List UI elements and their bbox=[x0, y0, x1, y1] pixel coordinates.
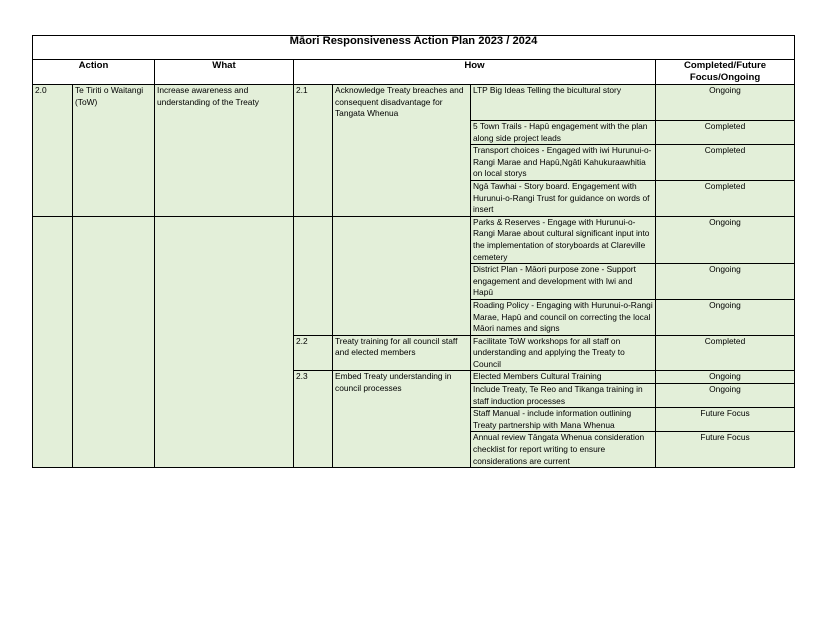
status-cell: Future Focus bbox=[656, 432, 795, 468]
empty-cell bbox=[155, 216, 294, 467]
sub-description: Embed Treaty understanding in council processes bbox=[333, 371, 471, 468]
table-title: Māori Responsiveness Action Plan 2023 / 2024 bbox=[33, 36, 795, 60]
how-cell: Staff Manual - include information outlining Treaty partnership with Mana Whenua bbox=[471, 408, 656, 432]
how-cell: Elected Members Cultural Training bbox=[471, 371, 656, 384]
status-cell: Future Focus bbox=[656, 408, 795, 432]
header-what: What bbox=[155, 60, 294, 85]
status-cell: Ongoing bbox=[656, 371, 795, 384]
status-cell: Ongoing bbox=[656, 384, 795, 408]
empty-cell bbox=[33, 216, 73, 467]
how-cell: Parks & Reserves - Engage with Hurunui-o-Rangi Marae about cultural significant input into the implementation of storyboards at Clareville cemetery bbox=[471, 216, 656, 263]
action-title: Te Tiriti o Waitangi (ToW) bbox=[73, 85, 155, 217]
how-cell: Transport choices - Engaged with iwi Hurunui-o-Rangi Marae and Hapū,Ngāti Kahukuraawhitia on local storys bbox=[471, 145, 656, 181]
sub-description: Treaty training for all council staff and elected members bbox=[333, 335, 471, 371]
status-cell: Ongoing bbox=[656, 216, 795, 263]
status-cell: Completed bbox=[656, 335, 795, 371]
how-cell: Ngā Tawhai - Story board. Engagement with Hurunui-o-Rangi Trust for guidance on words of insert bbox=[471, 180, 656, 216]
header-action: Action bbox=[33, 60, 155, 85]
status-cell: Ongoing bbox=[656, 85, 795, 121]
action-plan-table bbox=[32, 35, 795, 468]
status-cell: Completed bbox=[656, 121, 795, 145]
action-number: 2.0 bbox=[33, 85, 73, 217]
table-row bbox=[33, 216, 795, 263]
empty-cell bbox=[73, 216, 155, 467]
table-row bbox=[33, 85, 795, 121]
status-cell: Completed bbox=[656, 145, 795, 181]
how-cell: Annual review Tāngata Whenua consideration checklist for report writing to ensure considerations are current bbox=[471, 432, 656, 468]
header-status: Completed/Future Focus/Ongoing bbox=[656, 60, 795, 85]
sub-description: Acknowledge Treaty breaches and consequent disadvantage for Tangata Whenua bbox=[333, 85, 471, 217]
what-cell: Increase awareness and understanding of the Treaty bbox=[155, 85, 294, 217]
sub-number: 2.3 bbox=[294, 371, 333, 468]
empty-cell bbox=[294, 216, 333, 335]
how-cell: Roading Policy - Engaging with Hurunui-o-Rangi Marae, Hapū and council on correcting the local Māori names and signs bbox=[471, 299, 656, 335]
header-how: How bbox=[294, 60, 656, 85]
how-cell: District Plan - Māori purpose zone - Support engagement and development with Iwi and Hapū bbox=[471, 264, 656, 300]
status-cell: Completed bbox=[656, 180, 795, 216]
how-cell: 5 Town Trails - Hapū engagement with the plan along side project leads bbox=[471, 121, 656, 145]
how-cell: Include Treaty, Te Reo and Tikanga training in staff induction processes bbox=[471, 384, 656, 408]
sub-number: 2.1 bbox=[294, 85, 333, 217]
status-cell: Ongoing bbox=[656, 299, 795, 335]
status-cell: Ongoing bbox=[656, 264, 795, 300]
empty-cell bbox=[333, 216, 471, 335]
sub-number: 2.2 bbox=[294, 335, 333, 371]
how-cell: LTP Big Ideas Telling the bicultural story bbox=[471, 85, 656, 121]
how-cell: Facilitate ToW workshops for all staff on understanding and applying the Treaty to Council bbox=[471, 335, 656, 371]
